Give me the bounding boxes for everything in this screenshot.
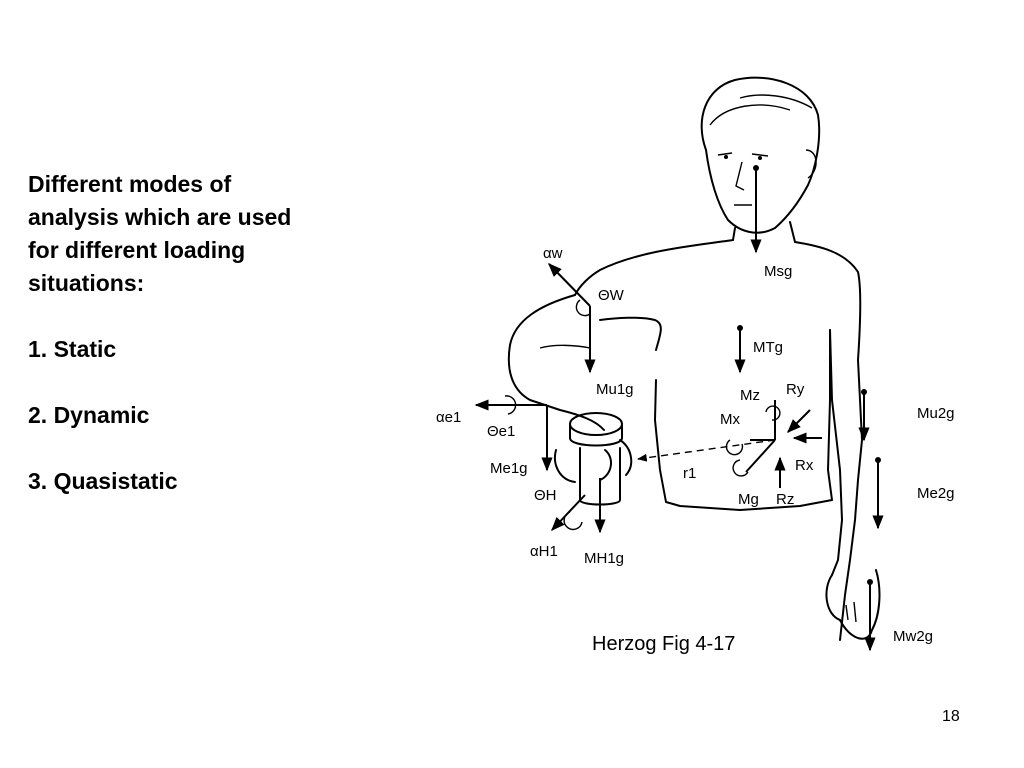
- heading-line-4: situations:: [28, 270, 145, 296]
- heading-line-2: analysis which are used: [28, 204, 292, 230]
- label-theta-e1: Θe1: [487, 423, 516, 440]
- label-theta-w: ΘW: [598, 287, 624, 304]
- label-rz: Rz: [776, 491, 795, 508]
- label-rx: Rx: [795, 457, 814, 474]
- mode-dynamic: 2. Dynamic: [28, 402, 150, 428]
- label-r1: r1: [683, 465, 697, 482]
- label-alpha-w: αw: [543, 245, 563, 262]
- mode-quasistatic: 3. Quasistatic: [28, 468, 178, 494]
- label-mz: Mz: [740, 387, 760, 404]
- label-alpha-e1: αe1: [436, 409, 462, 426]
- body-free-body-diagram: [420, 70, 1000, 670]
- label-mw2g: Mw2g: [893, 628, 934, 645]
- label-mh1g: MH1g: [584, 550, 625, 567]
- page-number: 18: [942, 708, 960, 725]
- force-arrows: [476, 165, 881, 650]
- label-mu2g: Mu2g: [917, 405, 955, 422]
- label-mg: Mg: [738, 491, 759, 508]
- label-alpha-h1: αH1: [530, 543, 558, 560]
- label-theta-h: ΘH: [534, 487, 557, 504]
- heading-line-3: for different loading: [28, 237, 246, 263]
- label-me1g: Me1g: [490, 460, 528, 477]
- label-mx: Mx: [720, 411, 740, 428]
- label-me2g: Me2g: [917, 485, 955, 502]
- label-mu1g: Mu1g: [596, 381, 634, 398]
- label-msg: Msg: [764, 263, 793, 280]
- label-ry: Ry: [786, 381, 805, 398]
- body-outline: [509, 78, 880, 640]
- label-mtg: MTg: [753, 339, 783, 356]
- figure-caption: Herzog Fig 4-17: [592, 633, 736, 655]
- mode-static: 1. Static: [28, 336, 117, 362]
- diagram-labels: [436, 245, 955, 645]
- heading-line-1: Different modes of: [28, 171, 232, 197]
- slide-text-block: [28, 168, 368, 498]
